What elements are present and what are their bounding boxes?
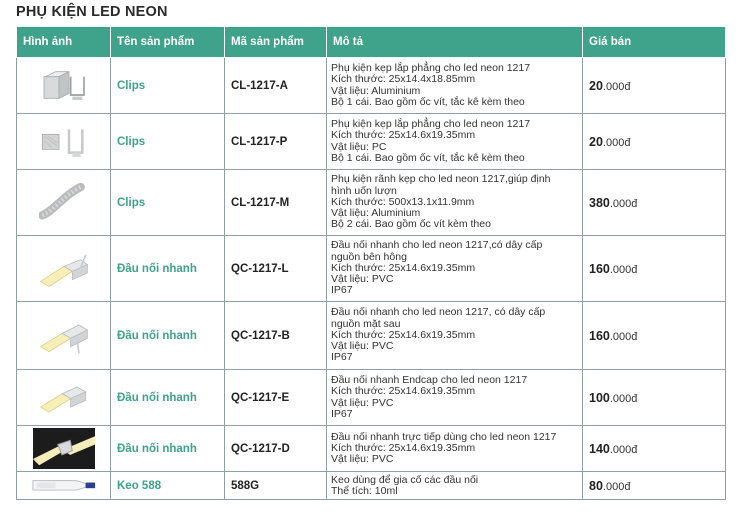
price-suffix: .000đ (609, 197, 638, 210)
description-line: Phụ kiện kẹp lắp phẳng cho led neon 1217 (331, 62, 531, 75)
product-code: QC-1217-B (225, 302, 327, 370)
description-line: nguồn bên hông (331, 250, 407, 263)
product-description (327, 114, 583, 170)
product-image-cell (17, 58, 111, 114)
product-name: Clips (111, 114, 225, 170)
product-code: CL-1217-A (225, 58, 327, 114)
product-code: 588G (225, 472, 327, 500)
table-row (17, 114, 726, 170)
description-line: Phụ kiện kẹp lắp phẳng cho led neon 1217 (331, 118, 531, 131)
description-line: Vật liệu: PVC (331, 273, 394, 286)
header-image: Hình ảnh (17, 27, 111, 58)
product-description (327, 302, 583, 370)
description-line: Bộ 1 cái. Bao gồm ốc vít, tắc kê kèm theo (331, 151, 525, 164)
table-body (17, 58, 726, 500)
product-image-cell (17, 170, 111, 236)
endcap-connector-image (39, 377, 89, 419)
product-code: QC-1217-L (225, 236, 327, 302)
glue-tube-image (31, 475, 97, 496)
price-main: 380 (589, 195, 610, 210)
price-main: 20 (589, 78, 603, 93)
description-line: Kích thước: 25x14.6x19.35mm (331, 261, 476, 274)
table-header-row (17, 27, 726, 58)
product-code: CL-1217-M (225, 170, 327, 236)
table-row (17, 472, 726, 500)
product-price (583, 236, 726, 302)
product-description (327, 58, 583, 114)
description-line: Keo dùng để gia cố các đầu nối (331, 473, 479, 486)
product-name: Đầu nối nhanh (111, 426, 225, 472)
description-line: Kích thước: 25x14.6x19.35mm (331, 328, 476, 341)
table-row (17, 58, 726, 114)
description-line: IP67 (331, 407, 353, 420)
table-row (17, 370, 726, 426)
header-code: Mã sản phẩm (225, 27, 327, 58)
table-row (17, 170, 726, 236)
header-price: Giá bán (583, 27, 726, 58)
product-description (327, 370, 583, 426)
product-code: QC-1217-D (225, 426, 327, 472)
back-connector-image (39, 315, 89, 357)
product-table (16, 26, 726, 500)
product-name: Đầu nối nhanh (111, 370, 225, 426)
product-image-cell (17, 302, 111, 370)
product-name: Đầu nối nhanh (111, 236, 225, 302)
description-line: Kích thước: 25x14.4x18.85mm (331, 73, 476, 86)
price-main: 140 (589, 441, 610, 456)
curved-channel-image (39, 182, 89, 224)
description-line: Vật liệu: PVC (331, 396, 394, 409)
description-line: Kích thước: 25x14.6x19.35mm (331, 385, 476, 398)
product-name: Clips (111, 170, 225, 236)
price-main: 100 (589, 390, 610, 405)
product-code: QC-1217-E (225, 370, 327, 426)
description-line: Đầu nối nhanh Endcap cho led neon 1217 (331, 374, 528, 387)
product-price (583, 370, 726, 426)
description-line: Vật liệu: Aluminium (331, 84, 421, 97)
description-line: IP67 (331, 284, 353, 297)
product-price (583, 472, 726, 500)
product-price (583, 114, 726, 170)
price-main: 20 (589, 134, 603, 149)
product-image-cell (17, 472, 111, 500)
price-suffix: .000đ (602, 80, 631, 93)
table-row (17, 302, 726, 370)
product-price (583, 302, 726, 370)
description-line: Kích thước: 25x14.6x19.35mm (331, 442, 476, 455)
product-description (327, 426, 583, 472)
product-price (583, 426, 726, 472)
description-line: Kích thước: 25x14.6x19.35mm (331, 129, 476, 142)
price-main: 160 (589, 328, 610, 343)
price-suffix: .000đ (609, 263, 638, 276)
product-image-cell (17, 236, 111, 302)
table-row (17, 236, 726, 302)
price-suffix: .000đ (609, 443, 638, 456)
page-title: PHỤ KIỆN LED NEON (16, 4, 168, 20)
price-suffix: .000đ (609, 392, 638, 405)
price-main: 80 (589, 478, 603, 493)
header-description: Mô tả (327, 27, 583, 58)
header-name: Tên sản phẩm (111, 27, 225, 58)
description-line: Vật liệu: PVC (331, 453, 394, 466)
product-price (583, 58, 726, 114)
aluminium-clip-image (39, 65, 89, 107)
description-line: Vật liệu: PC (331, 140, 387, 153)
product-description (327, 472, 583, 500)
description-line: Vật liệu: Aluminium (331, 207, 421, 220)
price-suffix: .000đ (602, 480, 631, 493)
description-line: Bộ 2 cái. Bao gồm ốc vít kèm theo (331, 218, 491, 231)
table-row (17, 426, 726, 472)
product-description (327, 170, 583, 236)
product-price (583, 170, 726, 236)
price-suffix: .000đ (602, 136, 631, 149)
price-main: 160 (589, 261, 610, 276)
description-line: Đầu nối nhanh cho led neon 1217, có dây cấp (331, 306, 546, 319)
direct-connector-image (33, 428, 95, 469)
description-line: Đầu nối nhanh cho led neon 1217,có dây cấp (331, 239, 543, 252)
product-image-cell (17, 114, 111, 170)
product-image-cell (17, 370, 111, 426)
product-image-cell (17, 426, 111, 472)
description-line: hình uốn lượn (331, 184, 397, 197)
description-line: Thể tích: 10ml (331, 484, 398, 497)
description-line: Phụ kiện rãnh kẹp cho led neon 1217,giúp định (331, 173, 551, 186)
product-name: Keo 588 (111, 472, 225, 500)
description-line: Kích thước: 500x13.1x11.9mm (331, 195, 475, 208)
product-name: Clips (111, 58, 225, 114)
price-suffix: .000đ (609, 330, 638, 343)
description-line: nguồn mặt sau (331, 317, 401, 330)
product-description (327, 236, 583, 302)
side-connector-image (39, 248, 89, 290)
description-line: IP67 (331, 351, 353, 364)
description-line: Đầu nối nhanh trực tiếp dùng cho led neon 1217 (331, 430, 557, 443)
description-line: Vật liệu: PVC (331, 340, 394, 353)
product-name: Đầu nối nhanh (111, 302, 225, 370)
description-line: Bộ 1 cái. Bao gồm ốc vít, tắc kê kèm theo (331, 95, 525, 108)
pc-clip-image (39, 121, 89, 163)
product-code: CL-1217-P (225, 114, 327, 170)
